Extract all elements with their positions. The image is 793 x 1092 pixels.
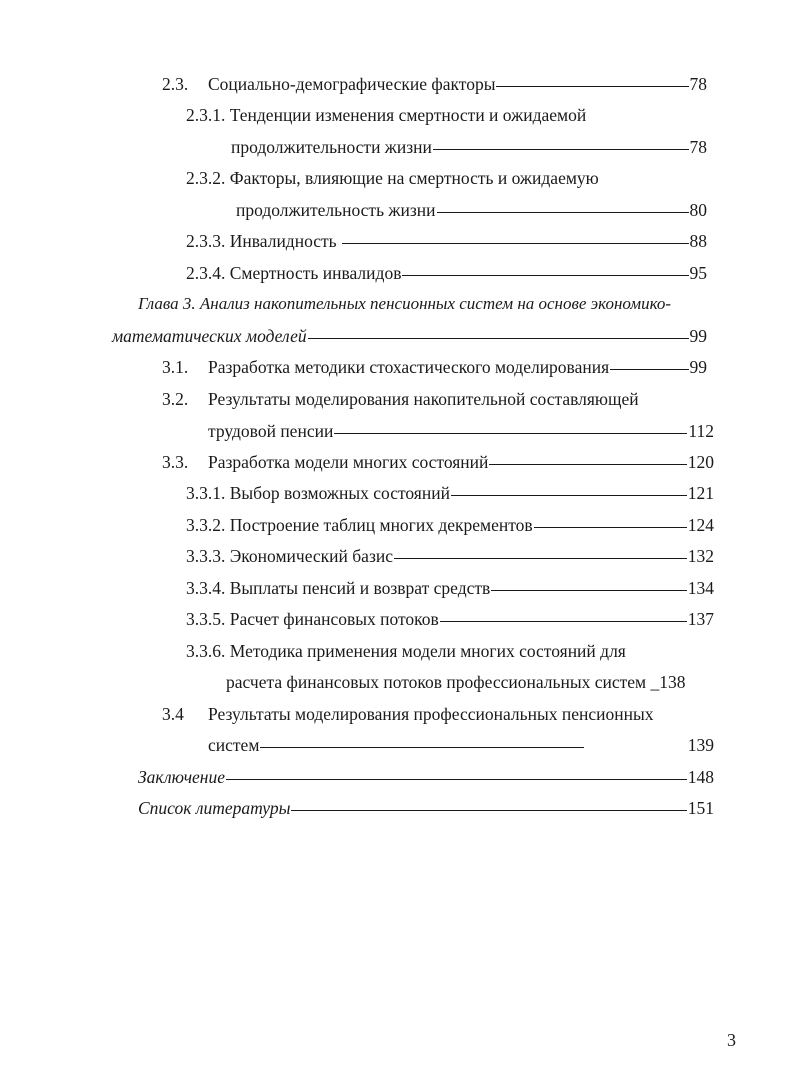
toc-entry-3-3[interactable]: [162, 451, 714, 473]
leader-line: [437, 212, 689, 213]
toc-entry-number: 3.2.: [162, 389, 189, 409]
toc-entry-3-3-2[interactable]: [186, 514, 714, 536]
toc-entry-title: 3.3.5. Расчет финансовых потоков: [186, 609, 439, 629]
toc-entry-3-1[interactable]: [162, 356, 707, 378]
toc-entry-2-3-4[interactable]: [186, 262, 707, 284]
toc-entry-title: Глава 3. Анализ накопительных пенсионных систем на основе экономико-: [138, 294, 672, 313]
toc-entry-title: 3.3.4. Выплаты пенсий и возврат средств: [186, 578, 491, 598]
toc-entry-3-4-cont[interactable]: [208, 734, 714, 756]
leader-line: [394, 558, 687, 559]
toc-entry-page: 80: [689, 200, 707, 220]
leader-line: [226, 779, 687, 780]
toc-entry-title: 2.3.3. Инвалидность: [186, 231, 337, 251]
leader-line: [433, 149, 689, 150]
leader-line: [534, 527, 687, 528]
toc-entry-2-3-1-cont[interactable]: [231, 136, 707, 158]
toc-entry-title: 3.3.6. Методика применения модели многих состояний для: [186, 641, 626, 661]
leader-line: [489, 464, 686, 465]
toc-entry-title: 3.3.3. Экономический базис: [186, 546, 393, 566]
toc-entry-title-cont: трудовой пенсии: [208, 421, 334, 441]
leader-line: [342, 243, 689, 244]
toc-entry-page: 88: [689, 231, 707, 251]
leader-line: [308, 338, 689, 339]
toc-entry-page: 124: [687, 515, 714, 535]
leader-line: [610, 369, 688, 370]
toc-entry-title-cont: расчета финансовых потоков профессиональных систем _138: [226, 672, 686, 692]
toc-entry-chapter-3-cont[interactable]: [112, 325, 707, 347]
toc-entry-page: 151: [687, 798, 714, 818]
toc-entry-3-3-5[interactable]: [186, 608, 714, 630]
toc-entry-3-3-6[interactable]: [186, 640, 626, 662]
toc-entry-page: 121: [687, 483, 714, 503]
toc-entry-page: 99: [689, 326, 707, 346]
page-number: 3: [727, 1030, 736, 1050]
toc-entry-title-cont: продолжительность жизни: [236, 200, 436, 220]
leader-line: [451, 495, 687, 496]
toc-entry-3-3-4[interactable]: [186, 577, 714, 599]
toc-entry-title-cont: математических моделей: [112, 326, 307, 346]
toc-entry-number: 3.1.: [162, 357, 189, 377]
leader-line: [291, 810, 686, 811]
toc-entry-title: Заключение: [138, 767, 226, 787]
toc-entry-3-2[interactable]: [162, 388, 639, 410]
leader-line: [491, 590, 686, 591]
toc-entry-page: 132: [687, 546, 714, 566]
toc-entry-3-3-3[interactable]: [186, 545, 714, 567]
toc-entry-page: 78: [689, 137, 707, 157]
toc-entry-page: 148: [687, 767, 714, 787]
toc-entry-title: 2.3.1. Тенденции изменения смертности и ожидаемой: [186, 105, 587, 125]
toc-entry-page: 112: [688, 421, 714, 441]
toc-entry-references[interactable]: [138, 797, 714, 819]
leader-line: [440, 621, 687, 622]
toc-entry-3-3-1[interactable]: [186, 482, 714, 504]
leader-line: [402, 275, 688, 276]
toc-entry-2-3-3[interactable]: [186, 230, 707, 252]
toc-entry-number: 3.4: [162, 704, 184, 724]
toc-entry-page: 137: [687, 609, 714, 629]
toc-entry-title: Список литературы: [138, 798, 291, 818]
toc-entry-page: 139: [687, 735, 714, 755]
toc-entry-2-3-2-cont[interactable]: [236, 199, 707, 221]
toc-entry-3-3-6-cont[interactable]: [226, 671, 686, 693]
toc-entry-title-cont: систем: [208, 735, 260, 755]
toc-entry-title: Результаты моделирования накопительной составляющей: [208, 389, 639, 409]
toc-entry-page: 120: [687, 452, 714, 472]
toc-entry-title: Результаты моделирования профессиональных пенсионных: [208, 704, 654, 724]
toc-entry-number: 3.3.: [162, 452, 189, 472]
toc-entry-title: Разработка модели многих состояний: [208, 452, 489, 472]
toc-entry-3-4[interactable]: [162, 703, 653, 725]
toc-entry-3-2-cont[interactable]: [208, 420, 714, 442]
toc-entry-title: 2.3.4. Смертность инвалидов: [186, 263, 402, 283]
toc-entry-page: 95: [689, 263, 707, 283]
toc-entry-page: 134: [687, 578, 714, 598]
toc-entry-title: Разработка методики стохастического моделирования: [208, 357, 610, 377]
toc-entry-2-3-2[interactable]: [186, 167, 599, 189]
toc-entry-title: Социально-демографические факторы: [208, 74, 496, 94]
toc-entry-title-cont: продолжительности жизни: [231, 137, 432, 157]
toc-entry-number: 2.3.: [162, 74, 189, 94]
toc-entry-page: 99: [689, 357, 707, 377]
leader-line: [260, 747, 584, 748]
leader-line: [496, 86, 688, 87]
toc-entry-2-3-1[interactable]: [186, 104, 586, 126]
toc-entry-title: 3.3.2. Построение таблиц многих декрементов: [186, 515, 533, 535]
toc-entry-title: 2.3.2. Факторы, влияющие на смертность и ожидаемую: [186, 168, 599, 188]
toc-entry-title: 3.3.1. Выбор возможных состояний: [186, 483, 450, 503]
toc-entry-2-3[interactable]: [162, 73, 707, 95]
toc-entry-chapter-3[interactable]: [138, 293, 738, 315]
toc-entry-page: 78: [689, 74, 707, 94]
leader-line: [334, 433, 687, 434]
toc-entry-conclusion[interactable]: [138, 766, 714, 788]
